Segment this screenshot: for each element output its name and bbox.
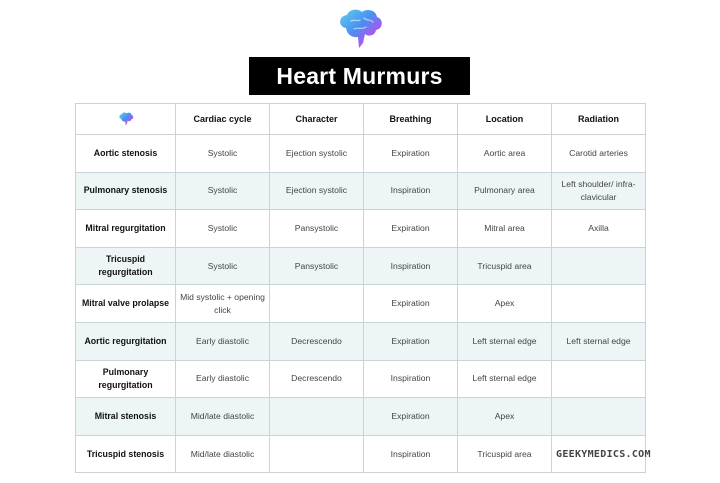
location-cell: Aortic area	[458, 135, 552, 173]
radiation-cell	[552, 247, 646, 285]
character-cell: Ejection systolic	[270, 172, 364, 210]
radiation-cell	[552, 285, 646, 323]
table-row	[76, 135, 646, 173]
cardiac-cycle-cell: Mid/late diastolic	[176, 435, 270, 473]
row-label: Aortic regurgitation	[76, 322, 176, 360]
table-row	[76, 285, 646, 323]
column-header: Cardiac cycle	[176, 104, 270, 135]
character-cell: Pansystolic	[270, 210, 364, 248]
breathing-cell: Expiration	[364, 322, 458, 360]
cardiac-cycle-cell: Mid systolic + opening click	[176, 285, 270, 323]
radiation-cell: Axilla	[552, 210, 646, 248]
cardiac-cycle-cell: Mid/late diastolic	[176, 398, 270, 436]
radiation-cell	[552, 360, 646, 398]
character-cell: Decrescendo	[270, 322, 364, 360]
page-title: Heart Murmurs	[249, 57, 470, 95]
breathing-cell: Expiration	[364, 210, 458, 248]
location-cell: Left sternal edge	[458, 360, 552, 398]
table-row	[76, 398, 646, 436]
location-cell: Apex	[458, 285, 552, 323]
cardiac-cycle-cell: Systolic	[176, 172, 270, 210]
table-row	[76, 210, 646, 248]
table-row	[76, 360, 646, 398]
murmurs-table	[75, 103, 651, 473]
table-row	[76, 322, 646, 360]
column-header: Breathing	[364, 104, 458, 135]
brain-logo-icon	[336, 8, 384, 50]
location-cell: Tricuspid area	[458, 435, 552, 473]
radiation-cell: Carotid arteries	[552, 135, 646, 173]
character-cell	[270, 398, 364, 436]
breathing-cell: Expiration	[364, 285, 458, 323]
row-label: Mitral valve prolapse	[76, 285, 176, 323]
row-label: Pulmonary stenosis	[76, 172, 176, 210]
watermark: GEEKYMEDICS.COM	[556, 448, 651, 460]
breathing-cell: Expiration	[364, 135, 458, 173]
row-label: Pulmonary regurgitation	[76, 360, 176, 398]
cardiac-cycle-cell: Systolic	[176, 210, 270, 248]
row-label: Mitral stenosis	[76, 398, 176, 436]
breathing-cell: Expiration	[364, 398, 458, 436]
location-cell: Tricuspid area	[458, 247, 552, 285]
table-row	[76, 435, 646, 473]
cardiac-cycle-cell: Systolic	[176, 135, 270, 173]
character-cell	[270, 285, 364, 323]
character-cell: Ejection systolic	[270, 135, 364, 173]
radiation-cell: Left sternal edge	[552, 322, 646, 360]
table-header-row	[76, 104, 646, 135]
watermark-cell	[552, 435, 651, 473]
location-cell: Mitral area	[458, 210, 552, 248]
column-header: Character	[270, 104, 364, 135]
brain-logo-icon	[118, 112, 134, 126]
radiation-cell: Left shoulder/ infra-clavicular	[552, 172, 646, 210]
cardiac-cycle-cell: Early diastolic	[176, 322, 270, 360]
location-cell: Pulmonary area	[458, 172, 552, 210]
column-header: Location	[458, 104, 552, 135]
header-logo-cell	[76, 104, 176, 135]
cardiac-cycle-cell: Systolic	[176, 247, 270, 285]
row-label: Aortic stenosis	[76, 135, 176, 173]
row-label: Mitral regurgitation	[76, 210, 176, 248]
table-row	[76, 247, 646, 285]
cardiac-cycle-cell: Early diastolic	[176, 360, 270, 398]
radiation-cell	[552, 398, 646, 436]
row-label: Tricuspid regurgitation	[76, 247, 176, 285]
character-cell	[270, 435, 364, 473]
location-cell: Left sternal edge	[458, 322, 552, 360]
breathing-cell: Inspiration	[364, 172, 458, 210]
breathing-cell: Inspiration	[364, 360, 458, 398]
location-cell: Apex	[458, 398, 552, 436]
row-label: Tricuspid stenosis	[76, 435, 176, 473]
breathing-cell: Inspiration	[364, 435, 458, 473]
breathing-cell: Inspiration	[364, 247, 458, 285]
character-cell: Pansystolic	[270, 247, 364, 285]
character-cell: Decrescendo	[270, 360, 364, 398]
column-header: Radiation	[552, 104, 646, 135]
table-row	[76, 172, 646, 210]
